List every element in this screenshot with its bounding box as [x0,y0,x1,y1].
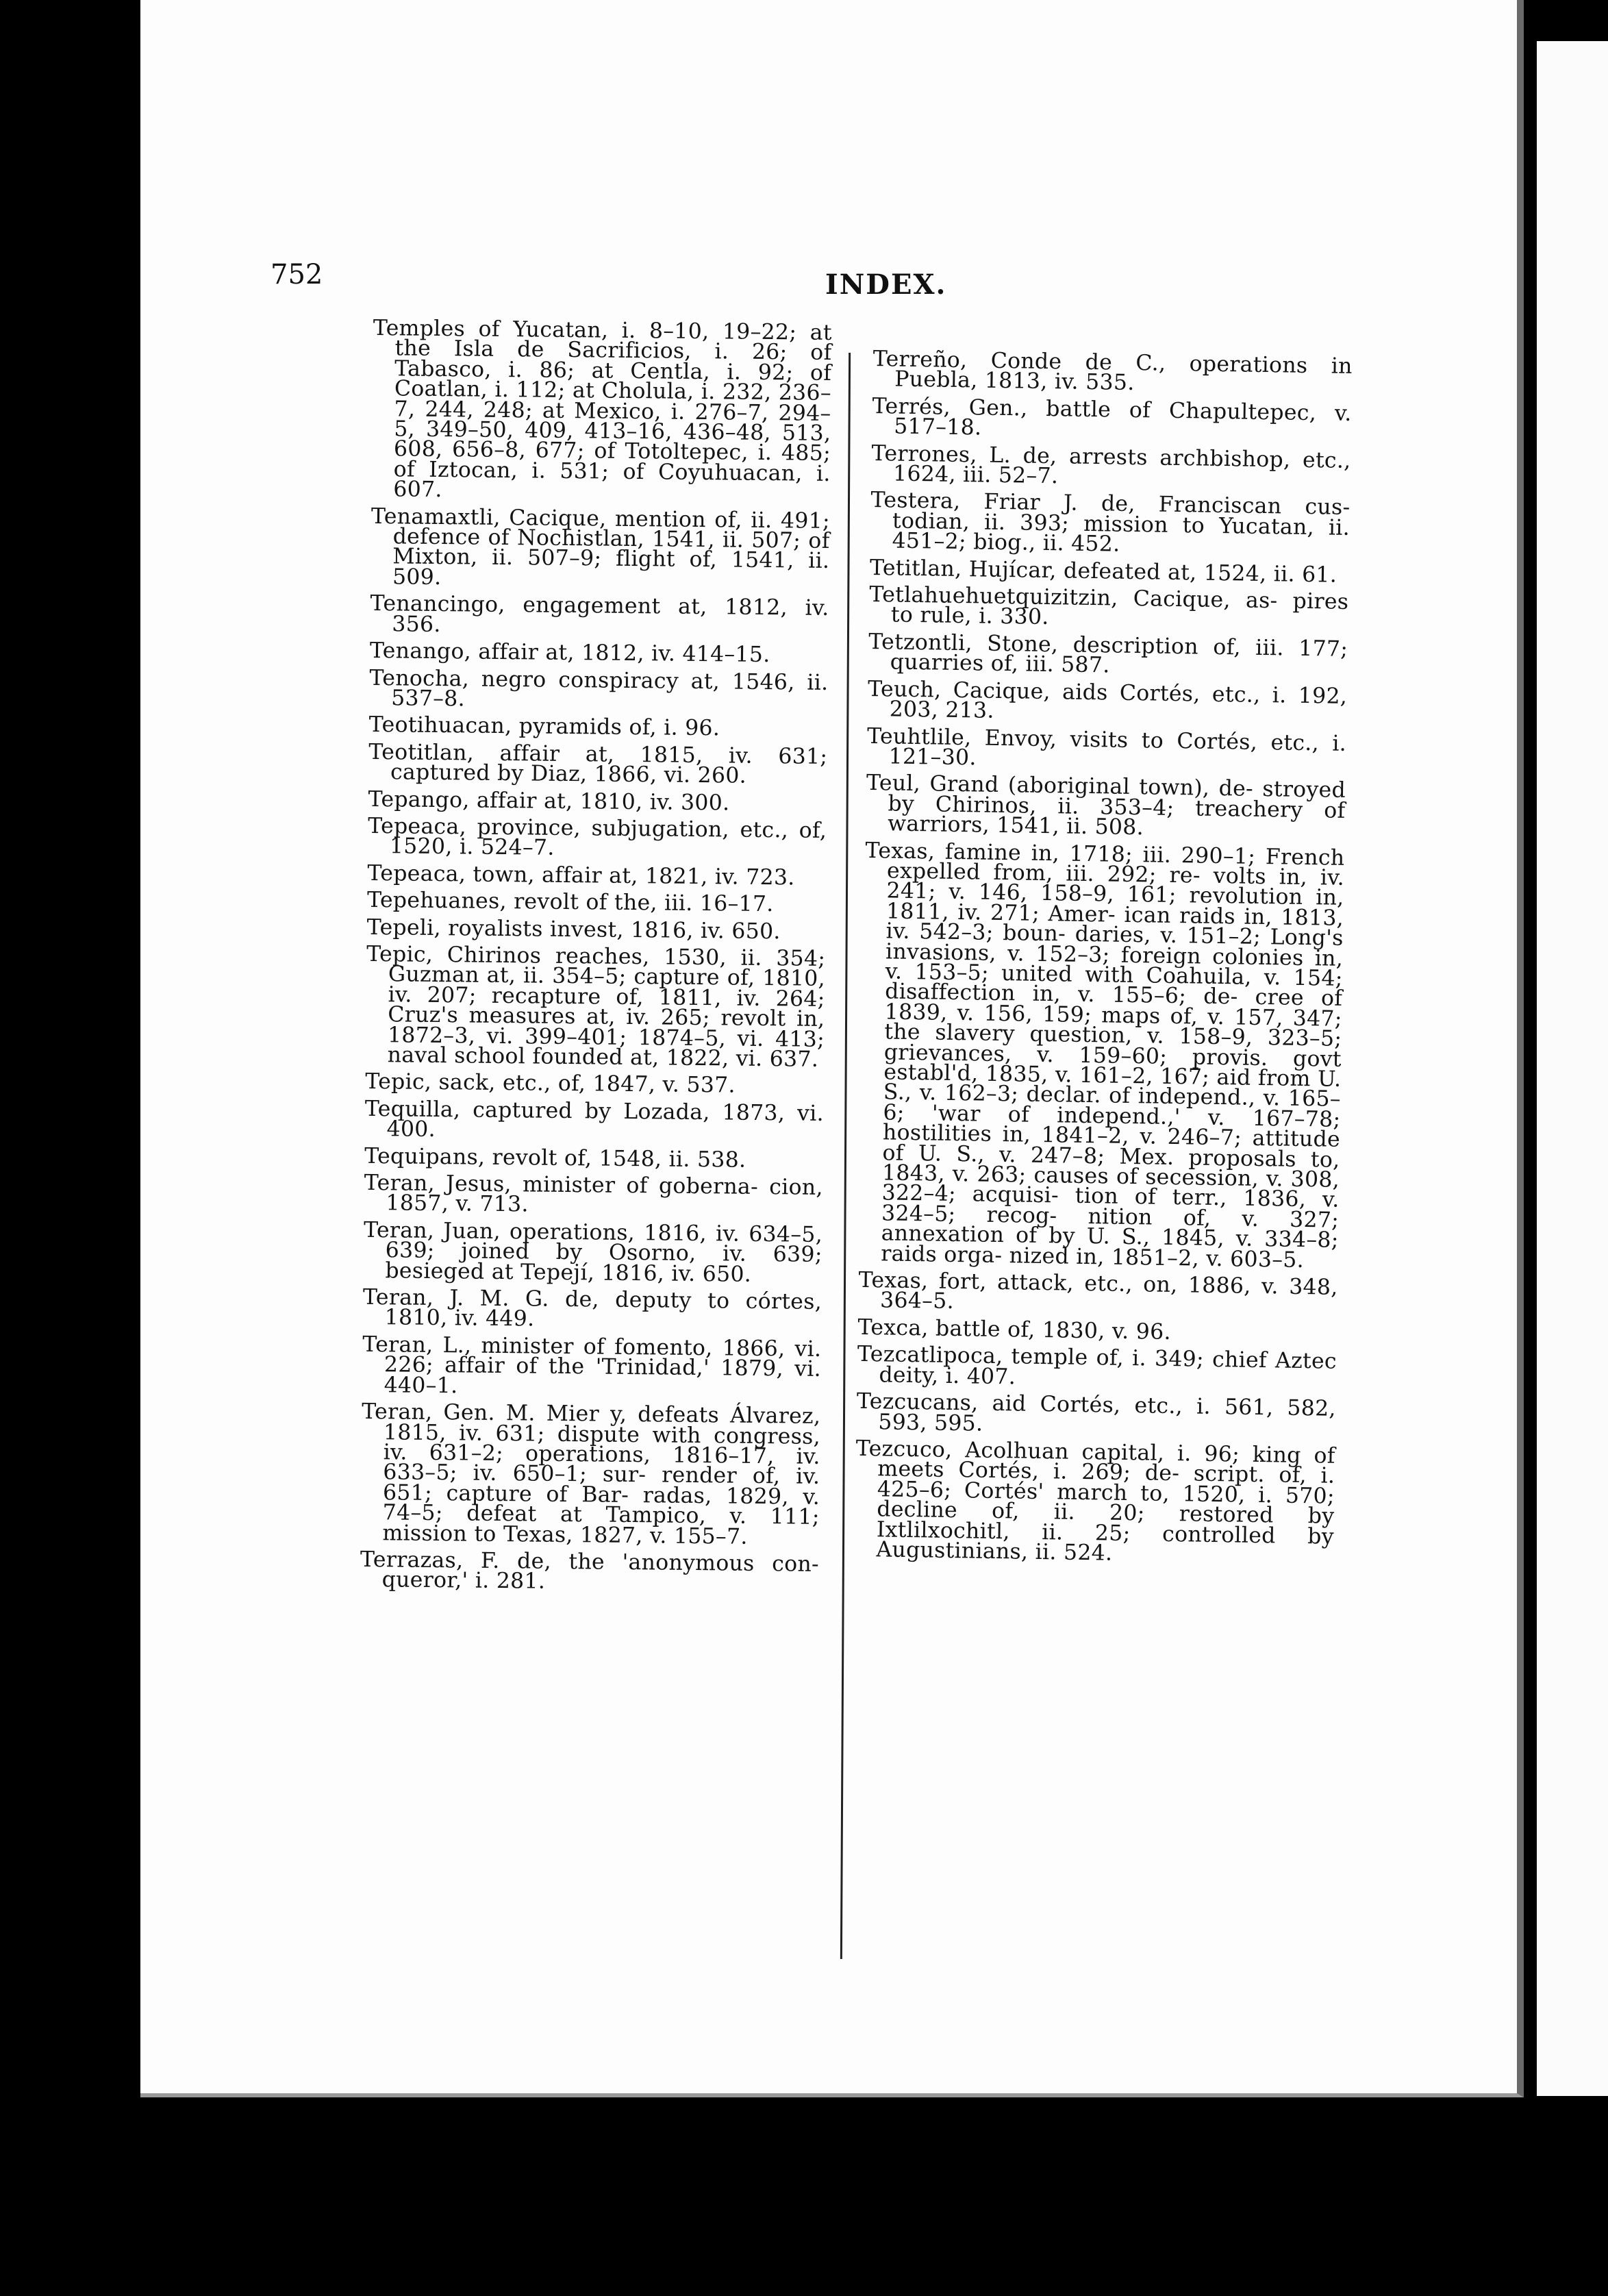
adjacent-page-edge [1537,41,1608,2096]
index-entry: Tetlahuehuetquizitzin, Cacique, as- pires to rule, i. 330. [869,582,1349,630]
index-entry: Texca, battle of, 1830, v. 96. [857,1314,1172,1345]
index-entry: Tepango, affair at, 1810, iv. 300. [368,786,730,816]
index-entry: Tenocha, negro conspiracy at, 1546, ii. 537–8. [369,665,829,712]
index-entry: Tenamaxtli, Cacique, mention of, ii. 491; defence of Nochistlan, 1541, ii. 507; of Mixton, ii. 507–9; flight of, 1541, ii. 509. [370,503,831,590]
index-entry: Tepehuanes, revolt of the, iii. 16–17. [366,888,774,917]
index-column-left [360,316,833,1602]
index-entry: Tepeaca, province, subjugation, etc., of, 1520, i. 524–7. [368,813,827,861]
running-head: INDEX. [825,269,947,301]
index-entry: Texas, fort, attack, etc., on, 1886, v. 348, 364–5. [858,1267,1338,1314]
page-number: 752 [271,259,323,290]
index-entry: Tequipans, revolt of, 1548, ii. 538. [364,1143,746,1173]
index-entry: Tetzontli, Stone, description of, iii. 177; quarries of, iii. 587. [868,629,1348,678]
index-entry: Teran, L., minister of fomento, 1866, vi. 226; affair of the 'Trinidad,' 1879, vi. 440–1. [362,1332,822,1399]
index-entry: Tepeli, royalists invest, 1816, iv. 650. [366,914,781,944]
index-entry: Testera, Friar J. de, Franciscan cus- todian, ii. 393; mission to Yucatan, ii. 451–2; biog., ii. 452. [870,488,1351,557]
index-entry: Tetitlan, Hujícar, defeated at, 1524, ii. 61. [869,555,1337,588]
index-entry: Tezcatlipoca, temple of, i. 349; chief Aztec deity, i. 407. [857,1342,1337,1390]
index-entry: Tepic, Chirinos reaches, 1530, ii. 354; Guzman at, ii. 354–5; capture of, 1810, iv. 207; recapture of, 1811, iv. 264; Cruz's measures at, iv. 265; revolt in, 1872–3, vi. 399–401; 1874–5, vi. 413; naval school founded at, 1822, vi. 637. [366,941,826,1072]
index-entry: Temples of Yucatan, i. 8–10, 19–22; at the Isla de Sacrificios, i. 26; of Tabasco, i. 86; at Centla, i. 92; of Coatlan, i. 112; at Cholula, i. 232, 236–7, 244, 248; at Mexico, i. 276–7, 294–5, 349–50, 409, 413–16, 436–48, 513, 608, 656–8, 677; of Totoltepec, i. 485; of Iztocan, i. 531; of Coyuhuacan, i. 607. [373,316,833,503]
index-entry: Terrés, Gen., battle of Chapultepec, v. 517–18. [872,393,1352,440]
index-entry: Tenancingo, engagement at, 1812, iv. 356. [370,591,829,637]
index-entry: Tepeaca, town, affair at, 1821, iv. 723. [367,860,795,890]
index-entry: Tezcucans, aid Cortés, etc., i. 561, 582, 593, 595. [856,1388,1337,1436]
index-entry: Teotitlan, affair at, 1815, iv. 631; captured by Diaz, 1866, vi. 260. [368,739,828,788]
index-entry: Tenango, affair at, 1812, iv. 414–15. [369,638,770,668]
index-entry: Teotihuacan, pyramids of, i. 96. [368,712,720,741]
index-entry: Texas, famine in, 1718; iii. 290–1; French expelled from, iii. 292; re- volts in, iv. 241; v. 146, 158–9, 161; revolution in, 1811, iv. 271; Amer- ican raids in, 1813, iv. 542–3; boun- daries, v. 151–2; Long's invasions, v. 152–3; foreign colonies in, v. 153–5; united with Coahuila, v. 154; disaffection in, v. 155–6; de- cree of 1839, v. 156, 159; maps of, v. 157, 347; the slavery question, v. 158–9, 323–5; grievances, v. 159–60; provis. govt establ'd, 1835, v. 161–2, 167; aid from U. S., v. 162–3; declar. of independ., v. 165–6; 'war of independ.,' v. 167–78; hostilities in, 1841–2, v. 246–7; attitude of U. S., v. 247–8; Mex. proposals to, 1843, v. 263; causes of secession, v. 308, 322–4; acquisi- tion of terr., 1836, v. 324–5; recog- nition of, v. 327; annexation of by U. S., 1845, v. 334–8; raids orga- nized in, 1851–2, v. 603–5. [865,838,1345,1273]
index-entry: Terrazas, F. de, the 'anonymous con- queror,' i. 281. [360,1547,820,1595]
index-entry: Tequilla, captured by Lozada, 1873, vi. 400. [364,1096,825,1143]
index-entry: Teran, J. M. G. de, deputy to córtes, 1810, iv. 449. [362,1284,822,1332]
index-entry: Teuhtlile, Envoy, visits to Cortés, etc., i. 121–30. [866,723,1347,771]
index-entry: Teran, Gen. M. Mier y, defeats Álvarez, 1815, iv. 631; dispute with congress, iv. 631–2; operations, 1816–17, iv. 633–5; iv. 650–1; sur- render of, iv. 651; capture of Bar- radas, 1829, v. 74–5; defeat at Tampico, v. 111; mission to Texas, 1827, v. 155–7. [362,1399,821,1549]
index-entry: Teul, Grand (aboriginal town), de- stroyed by Chirinos, ii. 353–4; treachery of warriors, 1541, ii. 508. [866,771,1346,840]
index-entry: Teran, Jesus, minister of goberna- cion, 1857, v. 713. [364,1170,823,1217]
index-entry: Terrones, L. de, arrests archbishop, etc., 1624, iii. 52–7. [871,440,1351,489]
index-entry: Tepic, sack, etc., of, 1847, v. 537. [365,1069,736,1099]
index-column-right [854,349,1353,1574]
index-entry: Terreño, Conde de C., operations in Puebla, 1813, iv. 535. [872,347,1353,396]
index-entry: Tezcuco, Acolhuan capital, i. 96; king of meets Cortés, i. 269; de- script. of, i. 425–6; Cortés' march to, 1520, i. 570; decline of, ii. 20; restored by Ixtlilxochitl, ii. 25; controlled by Augustinians, ii. 524. [855,1436,1335,1566]
index-entry: Teuch, Cacique, aids Cortés, etc., i. 192, 203, 213. [867,676,1348,723]
index-entry: Teran, Juan, operations, 1816, iv. 634–5, 639; joined by Osorno, iv. 639; besieged at Tepejí, 1816, iv. 650. [363,1217,823,1287]
